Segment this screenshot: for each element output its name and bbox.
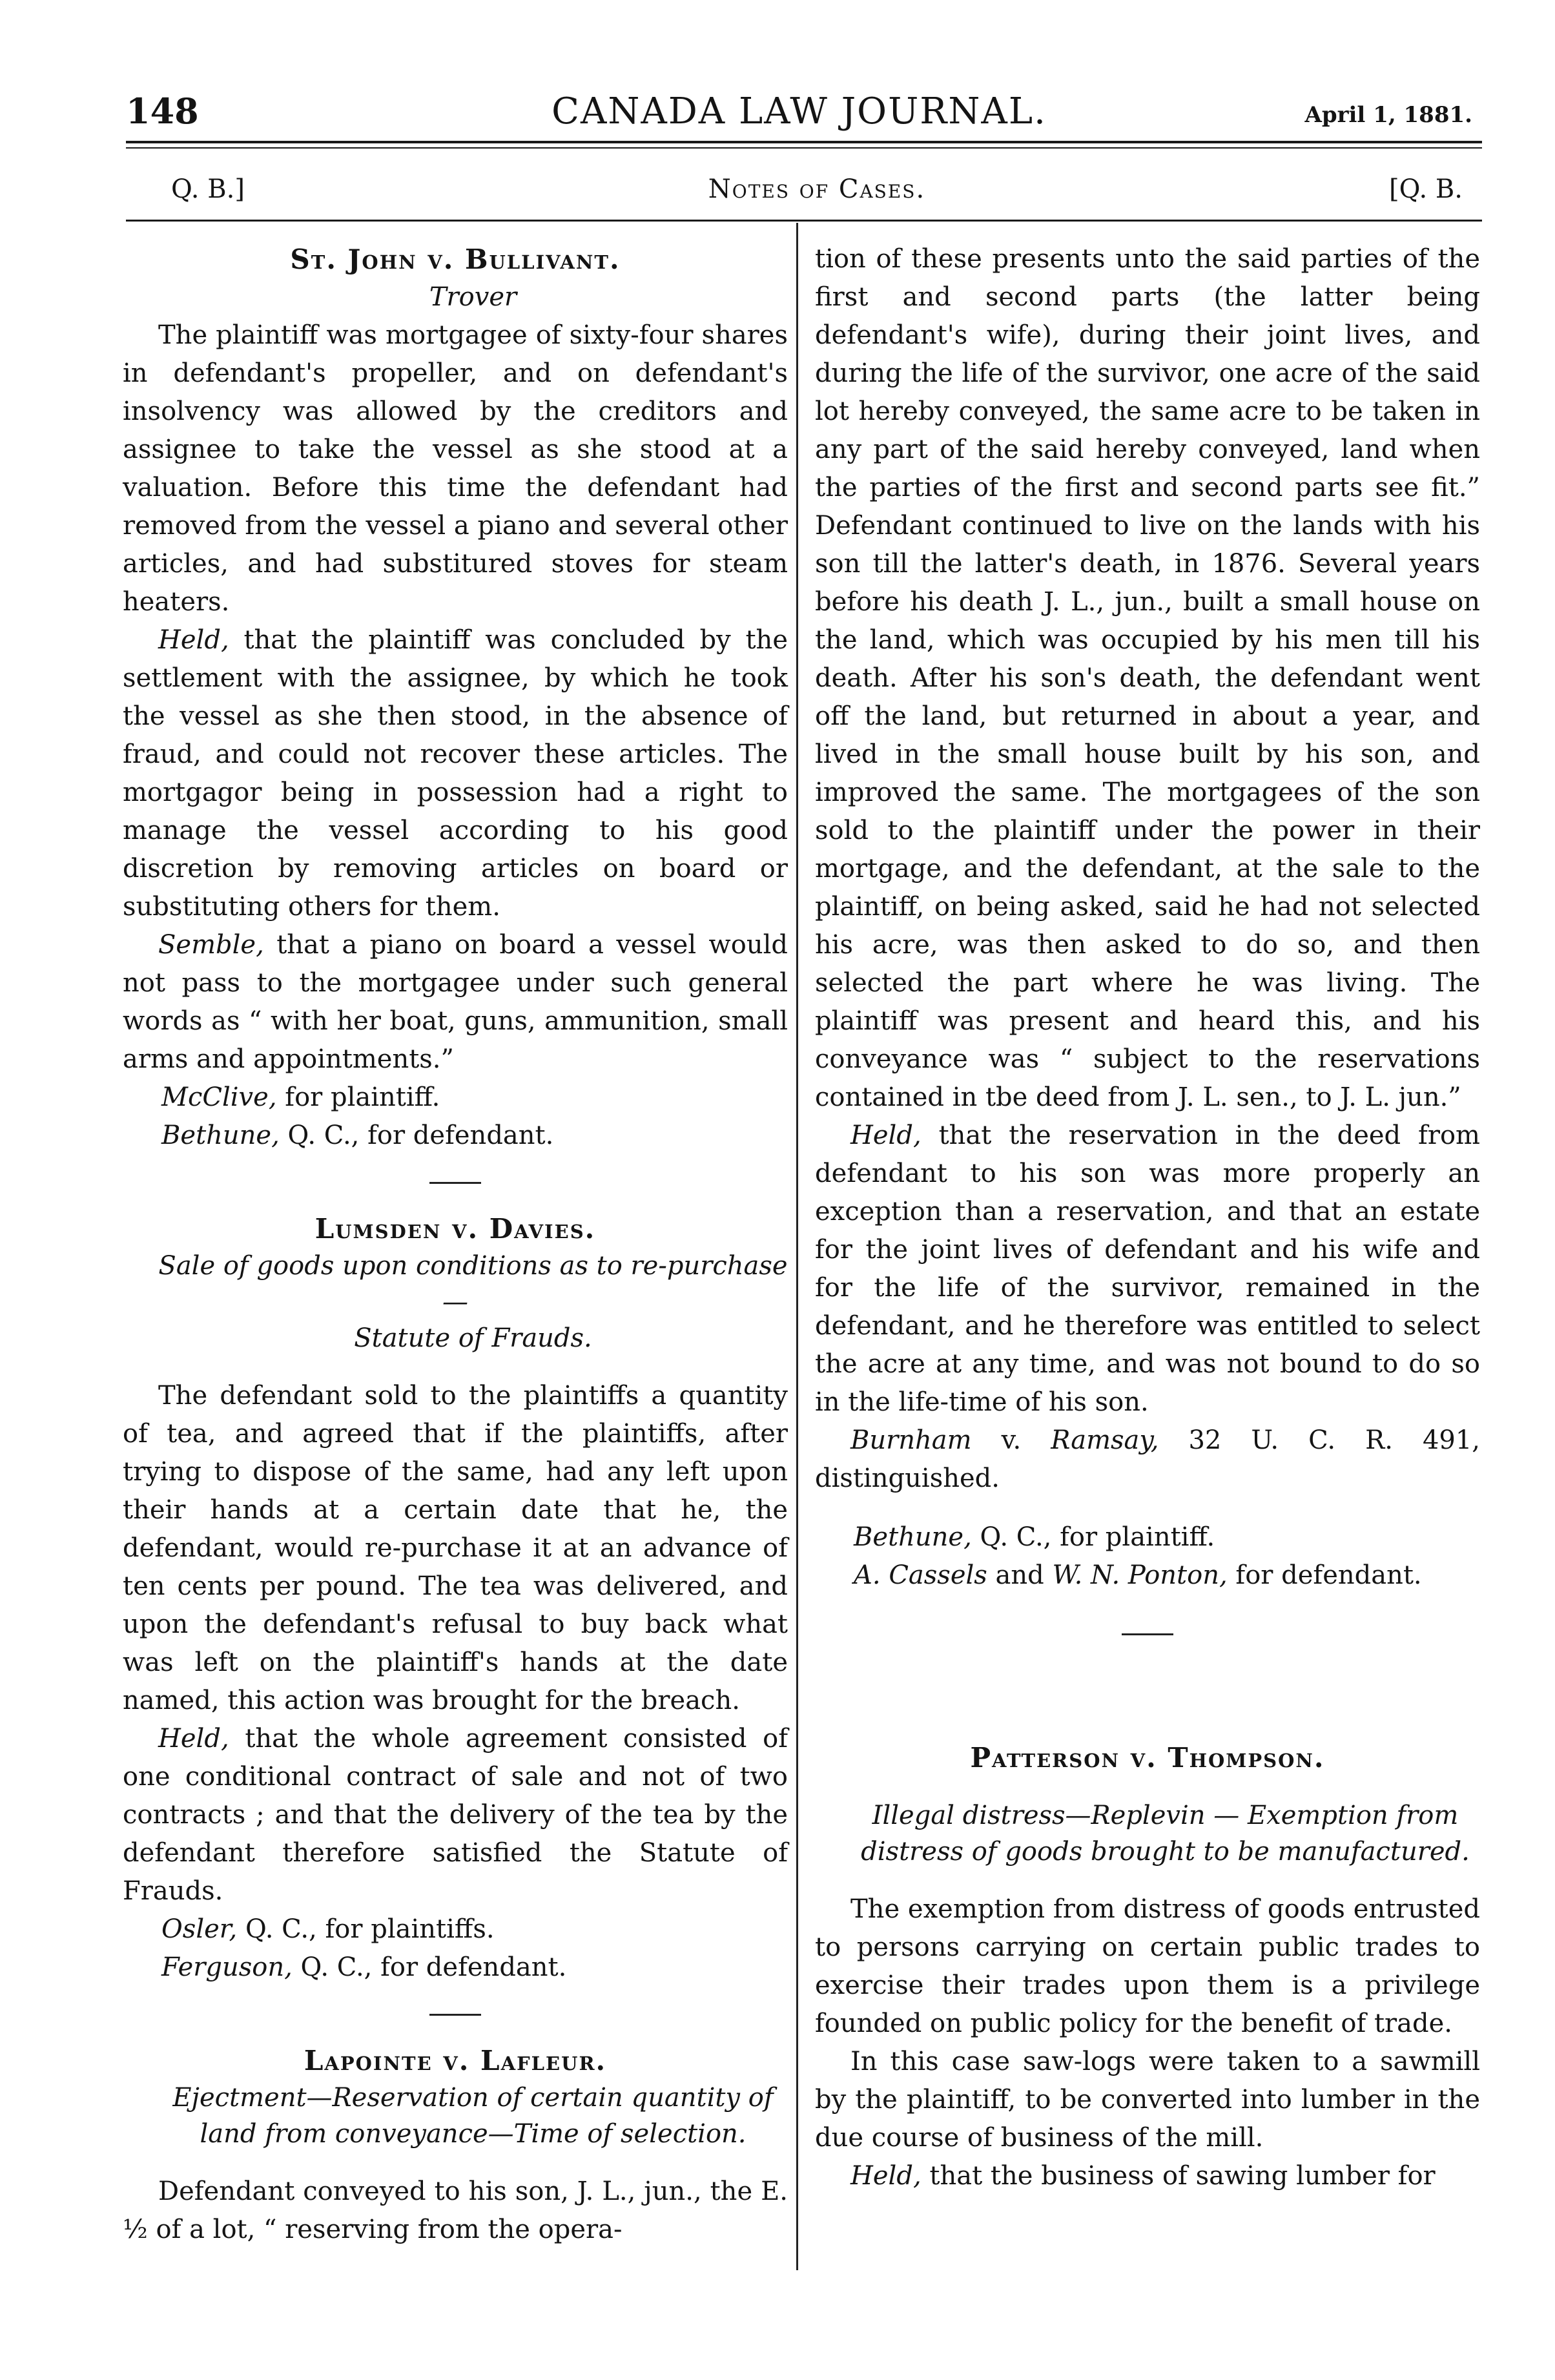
case-body-lapointe-start: Defendant conveyed to his son, J. L., jun., the E. ½ of a lot, “ reserving from the opera- — [123, 2177, 788, 2244]
semble-label: Semble, — [158, 930, 264, 960]
held-text: that the business of sawing lumber for — [929, 2161, 1436, 2191]
issue-date: April 1, 1881. — [1304, 102, 1472, 128]
case-subject-lumsden-2: Statute of Frauds. — [354, 1323, 592, 1353]
case-body-lapointe-cont: tion of these presents unto the said parties of the first and second parts (the latter being defendant's wife), during their joint lives, and during the life of the survivor, one acre of the said lot hereby conveyed, the same acre to be taken in any part of the said hereby conveyed, land when the parties of the first and second parts see fit.” Defendant continued to live on the lands with his son till the latter's death, in 1876. Several years before his death J. L., jun., built a small house on the land, which was occupied by his men till his death. After his son's death, the defendant went off the land, but returned in about a year, and lived in the small house built by his son, and improved the same. The mortgagees of the son sold to the plaintiff under the power in their mortgage, and the defendant, at the sale to the plaintiff, on being asked, said he had not selected his acre, was then asked to do so, and then selected the part where he was living. The plaintiff was present and heard this, and his conveyance was “ subject to the reservations contained in tbe deed from J. L. sen., to J. L. jun.” — [815, 244, 1480, 1112]
counsel-and: and — [987, 1560, 1053, 1590]
section-header — [171, 174, 1463, 213]
counsel-plaintiff-lapointe — [815, 1518, 1480, 1557]
right-column — [815, 240, 1480, 2195]
case-separator — [1122, 1633, 1173, 1635]
case-title-lumsden: Lumsden v. Davies. — [314, 1213, 596, 1245]
counsel-role: Q. C., for defendant. — [279, 1121, 554, 1150]
counsel-role: Q. C., for plaintiff. — [971, 1522, 1215, 1552]
case-subject-st-john: Trover — [429, 282, 517, 312]
held-text: that the whole agreement consisted of one conditional contract of sale and not of two contracts ; and that the delivery of the tea by the defendant therefore satisfied the Statute of Frauds. — [123, 1724, 788, 1906]
counsel-name: Bethune, — [854, 1522, 972, 1552]
left-column — [123, 240, 788, 2249]
case-semble-st-john — [123, 926, 788, 1079]
counsel-name: McClive, — [161, 1082, 277, 1112]
semble-text: that a piano on board a vessel would not pass to the mortgagee under such general words as “ with her boat, guns, ammunition, small arms and appointments.” — [123, 930, 788, 1074]
case-body-patterson-1: The exemption from distress of goods entrusted to persons carrying on certain public trades to exercise their trades upon them is a privilege founded on public policy for the benefit of trade. — [815, 1894, 1480, 2038]
court-right: [Q. B. — [1389, 174, 1463, 204]
counsel-defendant-lumsden — [123, 1949, 788, 1987]
header-rule-thick — [126, 141, 1482, 143]
citation-v: v. — [971, 1425, 1051, 1455]
counsel-defendant-st-john — [123, 1117, 788, 1155]
counsel-name-b: W. N. Ponton, — [1052, 1560, 1228, 1590]
counsel-name: Osler, — [161, 1914, 238, 1944]
section-rule — [126, 220, 1482, 222]
citation-party-a: Burnham — [850, 1425, 972, 1455]
counsel-role: for defendant. — [1227, 1560, 1422, 1590]
court-left: Q. B.] — [171, 174, 245, 204]
counsel-role: Q. C., for defendant. — [292, 1952, 567, 1982]
case-citation-lapointe — [815, 1422, 1480, 1498]
case-held-patterson — [815, 2157, 1480, 2195]
case-title-lapointe: Lapointe v. Lafleur. — [304, 2045, 607, 2076]
header-rule-thin — [126, 147, 1482, 149]
held-label: Held, — [850, 2161, 922, 2191]
column-divider — [796, 223, 798, 2270]
case-separator — [429, 2014, 481, 2016]
case-subject-patterson-1: Illegal distress—Replevin — Exemption from — [872, 1801, 1459, 1830]
counsel-name: Bethune, — [161, 1121, 280, 1150]
case-body-lumsden: The defendant sold to the plaintiffs a quantity of tea, and agreed that if the plaintiffs, after trying to dispose of the same, had any left upon their hands at a certain date that he, the defendant, would re-purchase it at an advance of ten cents per pound. The tea was delivered, and upon the defendant's refusal to buy back what was left on the plaintiff's hands at the date named, this action was brought for the breach. — [123, 1381, 788, 1715]
running-header — [126, 90, 1472, 142]
page-number: 148 — [126, 90, 199, 132]
case-held-st-john — [123, 621, 788, 926]
counsel-plaintiff-st-john — [123, 1079, 788, 1117]
journal-title: CANADA LAW JOURNAL. — [551, 90, 1047, 132]
case-held-lumsden — [123, 1720, 788, 1910]
case-subject-lapointe-1: Ejectment—Reservation of certain quantity of — [172, 2083, 774, 2113]
held-text: that the reservation in the deed from defendant to his son was more properly an exception than a reservation, and that an estate for the joint lives of defendant and his wife and for the life of the survivor, remained in the defendant, and he therefore was entitled to select the acre at any time, and was not bound to do so in the life-time of his son. — [815, 1121, 1480, 1417]
held-label: Held, — [158, 625, 229, 655]
counsel-role: Q. C., for plaintiffs. — [237, 1914, 495, 1944]
citation-rest: 32 U. C. R. 491, distinguished. — [815, 1425, 1481, 1493]
held-label: Held, — [850, 1121, 922, 1150]
case-body-st-john: The plaintiff was mortgagee of sixty-four shares in defendant's propeller, and on defendant's insolvency was allowed by the creditors and assignee to take the vessel as she stood at a valuation. Before this time the defendant had removed from the vessel a piano and several other articles, and had substitured stoves for steam heaters. — [123, 320, 788, 617]
citation-party-b: Ramsay, — [1051, 1425, 1159, 1455]
case-title-st-john: St. John v. Bullivant. — [290, 243, 621, 275]
case-body-patterson-2: In this case saw-logs were taken to a sawmill by the plaintiff, to be converted into lumber in the due course of business of the mill. — [815, 2047, 1480, 2153]
case-subject-lapointe-2: land from conveyance—Time of selection. — [200, 2119, 747, 2149]
counsel-name: Ferguson, — [161, 1952, 293, 1982]
case-subject-patterson-2: distress of goods brought to be manufactured. — [861, 1837, 1470, 1867]
counsel-role: for plaintiff. — [276, 1082, 440, 1112]
case-title-patterson: Patterson v. Thompson. — [970, 1742, 1325, 1774]
case-subject-lumsden-1: Sale of goods upon conditions as to re-purchase— — [158, 1251, 788, 1317]
held-label: Held, — [158, 1724, 229, 1754]
held-text: that the plaintiff was concluded by the settlement with the assignee, by which he took the vessel as she then stood, in the absence of fraud, and could not recover these articles. The mortgagor being in possession had a right to manage the vessel according to his good discretion by removing articles on board or substituting others for them. — [123, 625, 788, 922]
counsel-name: A. Cassels — [854, 1560, 987, 1590]
counsel-plaintiff-lumsden — [123, 1910, 788, 1949]
case-separator — [429, 1182, 481, 1184]
case-held-lapointe — [815, 1117, 1480, 1422]
counsel-defendant-lapointe — [815, 1557, 1480, 1595]
section-title: Notes of Cases. — [708, 174, 926, 204]
